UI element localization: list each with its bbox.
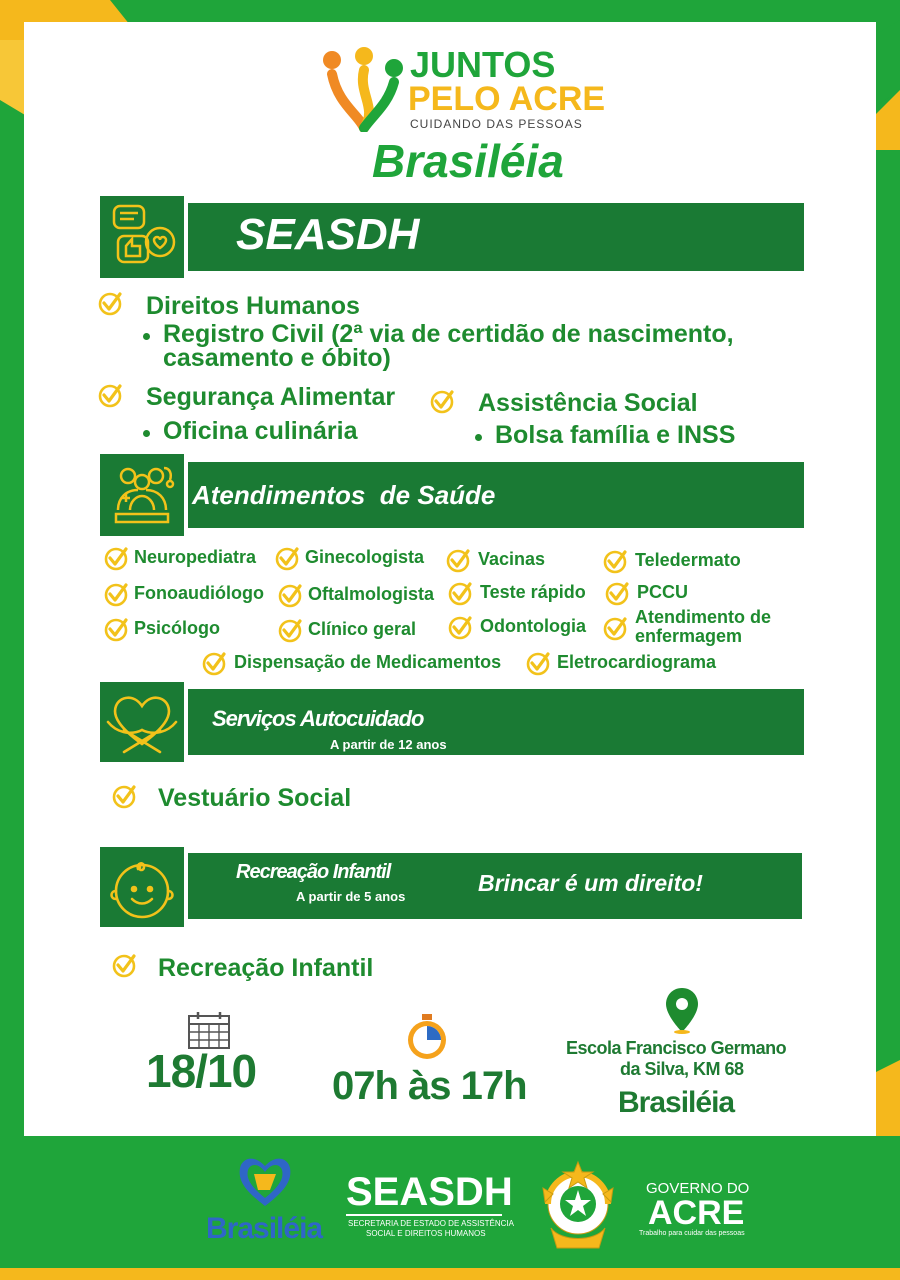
item-vestuario-social: Vestuário Social	[158, 784, 352, 812]
self-care-heart-icon	[100, 682, 184, 762]
child-face-icon	[100, 847, 184, 927]
item-oftalmologista: Oftalmologista	[308, 584, 435, 604]
item-oficina-culinaria: Oficina culinária	[163, 417, 358, 445]
logo-tagline: CUIDANDO DAS PESSOAS	[410, 117, 583, 131]
acre-coat-of-arms-icon	[535, 1158, 621, 1258]
health-care-icon	[100, 454, 184, 536]
item-fonoaudiologo: Fonoaudiólogo	[134, 583, 264, 603]
check-icon	[526, 652, 550, 676]
check-icon	[98, 292, 126, 318]
item-pccu: PCCU	[637, 582, 689, 602]
check-icon	[448, 616, 472, 640]
item-registro-civil-line1: Registro Civil (2ª via de certidão de nascimento,	[163, 320, 734, 348]
check-icon	[446, 549, 470, 573]
check-icon	[98, 384, 126, 410]
check-icon	[278, 584, 302, 608]
check-icon	[448, 582, 472, 606]
footer-seasdh-underline	[346, 1214, 502, 1216]
item-teledermato: Teledermato	[635, 550, 741, 570]
item-recreacao-infantil: Recreação Infantil	[158, 954, 374, 982]
footer-seasdh-logo-text: SEASDH	[346, 1170, 513, 1214]
recreacao-subtitle: A partir de 5 anos	[296, 889, 406, 904]
bullet	[143, 430, 150, 437]
logo-line-2: PELO ACRE	[408, 80, 606, 118]
saude-title: Atendimentos de Saúde	[192, 480, 496, 510]
recreacao-slogan: Brincar é um direito!	[478, 870, 703, 896]
check-icon	[202, 652, 226, 676]
event-date: 18/10	[146, 1045, 257, 1097]
item-teste-rapido: Teste rápido	[480, 582, 586, 602]
juntos-pelo-acre-logo-icon	[318, 44, 410, 132]
footer-governo-line2: ACRE	[648, 1194, 745, 1232]
saude-icon-box	[96, 450, 188, 540]
check-icon	[104, 618, 128, 642]
item-eletrocardiograma: Eletrocardiograma	[557, 652, 717, 672]
brasileia-heart-logo-icon	[236, 1152, 294, 1208]
recreacao-icon-box	[96, 843, 188, 931]
check-icon	[605, 582, 629, 606]
event-place-city: Brasiléia	[618, 1086, 735, 1119]
seasdh-title: SEASDH	[236, 210, 420, 259]
check-icon	[603, 617, 627, 641]
footer-seasdh-subtitle-1: SECRETARIA DE ESTADO DE ASSISTÊNCIA	[348, 1219, 514, 1228]
seasdh-icon-box	[96, 192, 188, 282]
event-place-line1: Escola Francisco Germano	[566, 1038, 787, 1058]
item-atendimento-enfermagem-line1: Atendimento de	[635, 607, 772, 627]
bullet	[475, 434, 482, 441]
check-icon	[104, 583, 128, 607]
check-icon	[275, 547, 299, 571]
item-neuropediatra: Neuropediatra	[134, 547, 257, 567]
check-icon	[603, 550, 627, 574]
footer-seasdh-subtitle-2: SOCIAL E DIREITOS HUMANOS	[366, 1229, 486, 1238]
footer-governo-tagline: Trabalho para cuidar das pessoas	[639, 1230, 745, 1237]
chat-like-heart-icon	[100, 196, 184, 278]
item-vacinas: Vacinas	[478, 549, 546, 569]
check-icon	[112, 785, 140, 811]
item-seguranca-alimentar: Segurança Alimentar	[146, 383, 396, 411]
page-title: Brasiléia	[372, 135, 564, 187]
autocuidado-subtitle: A partir de 12 anos	[330, 737, 447, 752]
item-dispensacao-medicamentos: Dispensação de Medicamentos	[234, 652, 502, 672]
event-time: 07h às 17h	[332, 1064, 527, 1108]
stopwatch-icon	[404, 1012, 450, 1060]
item-psicologo: Psicólogo	[134, 618, 221, 638]
event-place-line2: da Silva, KM 68	[620, 1059, 744, 1079]
autocuidado-title: Serviços Autocuidado	[212, 706, 424, 731]
item-bolsa-familia: Bolsa família e INSS	[495, 421, 736, 449]
item-ginecologista: Ginecologista	[305, 547, 425, 567]
check-icon	[104, 547, 128, 571]
item-clinico-geral: Clínico geral	[308, 619, 417, 639]
check-icon	[278, 619, 302, 643]
footer-brasileia-logo-text: Brasiléia	[206, 1212, 323, 1245]
footer-governo-line1: GOVERNO DO	[646, 1180, 750, 1197]
autocuidado-icon-box	[96, 678, 188, 766]
bullet	[143, 333, 150, 340]
recreacao-title: Recreação Infantil	[236, 861, 391, 883]
item-direitos-humanos: Direitos Humanos	[146, 292, 360, 320]
check-icon	[430, 390, 458, 416]
location-pin-icon	[664, 986, 700, 1034]
item-registro-civil-line2: casamento e óbito)	[163, 344, 391, 372]
item-assistencia-social: Assistência Social	[478, 389, 698, 417]
logo-line-1: JUNTOS	[410, 44, 556, 85]
check-icon	[112, 954, 140, 980]
item-odontologia: Odontologia	[480, 616, 586, 636]
footer-stripe	[0, 1268, 900, 1280]
item-atendimento-enfermagem-line2: enfermagem	[635, 626, 743, 646]
